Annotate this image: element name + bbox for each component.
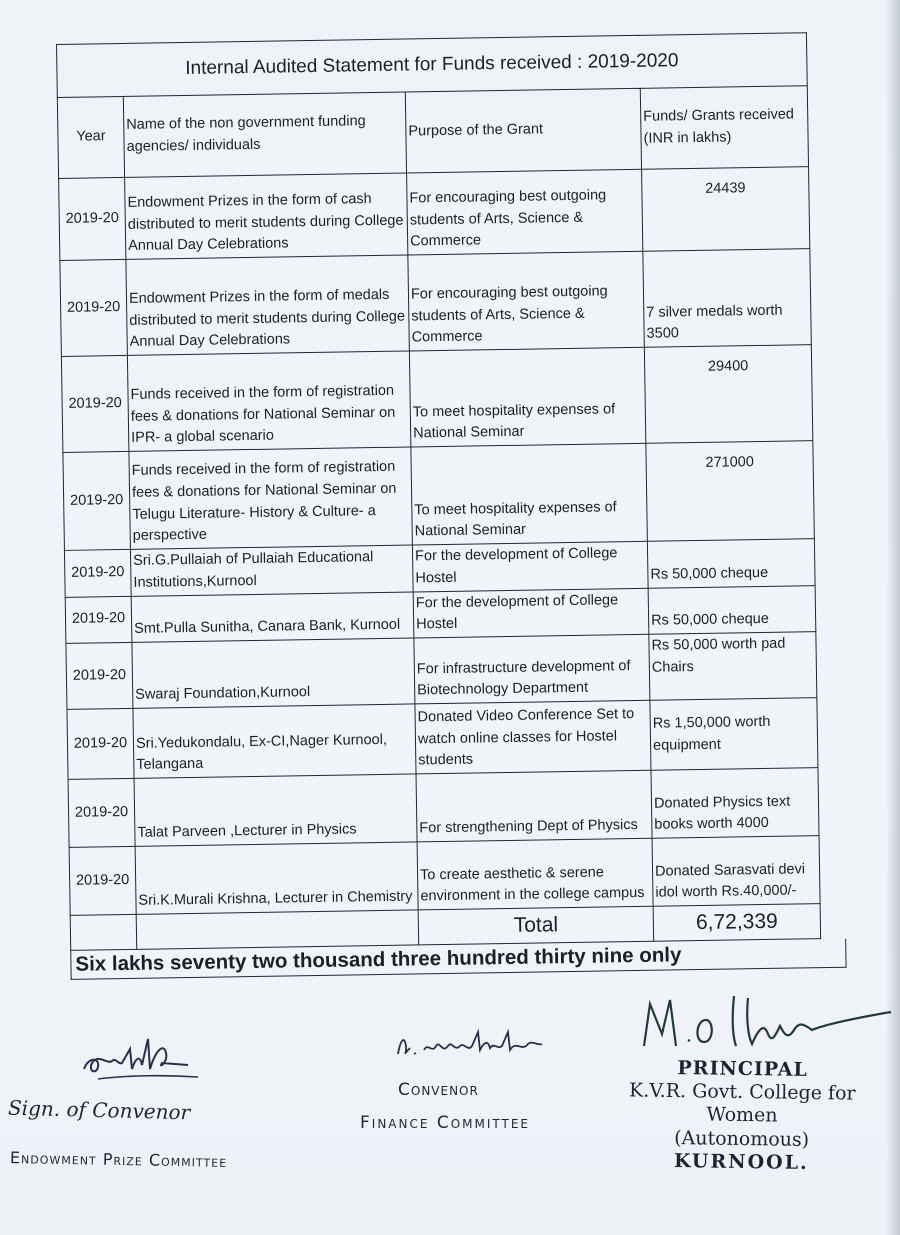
row-funds: 271000 [646, 441, 815, 542]
row-purpose: For encouraging best outgoing students of Arts, Science & Commerce [407, 169, 643, 255]
row-funds: Donated Sarasvati devi idol worth Rs.40,000/- [652, 836, 820, 907]
col-funds-header: Funds/ Grants received (INR in lakhs) [640, 86, 808, 170]
row-agency: Talat Parveen ,Lecturer in Physics [134, 774, 417, 846]
row-year: 2019-20 [65, 596, 132, 644]
finance-sign-line1: Convenor [398, 1080, 479, 1100]
row-year: 2019-20 [59, 177, 126, 260]
row-agency: Funds received in the form of registration fees & donations for National Seminar on Telugu Literature- History & Culture- a perspective [129, 447, 413, 549]
row-agency: Endowment Prizes in the form of medals distributed to merit students during College Annual Day Celebrations [126, 255, 409, 355]
row-purpose: For infrastructure development of Biotechnology Department [414, 634, 650, 704]
row-year: 2019-20 [69, 846, 136, 915]
principal-stamp [591, 1056, 893, 1176]
row-year: 2019-20 [61, 355, 128, 452]
row-agency: Smt.Pulla Sunitha, Canara Bank, Kurnool [131, 591, 414, 642]
row-purpose: Donated Video Conference Set to watch online classes for Hostel students [415, 700, 651, 774]
row-purpose: To meet hospitality expenses of National Seminar [411, 443, 648, 545]
principal-city: KURNOOL. [673, 1149, 809, 1174]
principal-autonomous: (Autonomous) [674, 1126, 810, 1151]
table-row [68, 768, 819, 848]
endowment-sign-line1: Sign. of Convenor [7, 1095, 191, 1125]
row-purpose: To meet hospitality expenses of National Seminar [409, 347, 645, 447]
row-funds: Rs 50,000 cheque [647, 539, 815, 588]
row-year: 2019-20 [66, 642, 133, 709]
table-row [69, 836, 820, 916]
amount-in-words: Six lakhs seventy two thousand three hundred thirty nine only [70, 938, 846, 979]
row-funds: Rs 1,50,000 worth equipment [650, 698, 818, 771]
row-purpose: For strengthening Dept of Physics [416, 770, 652, 842]
row-year: 2019-20 [68, 778, 135, 847]
row-year: 2019-20 [63, 451, 131, 550]
row-funds: Rs 50,000 cheque [648, 585, 816, 634]
row-funds: 29400 [644, 345, 813, 444]
row-year: 2019-20 [64, 549, 131, 597]
row-year: 2019-20 [60, 259, 127, 356]
row-agency: Sri.Yedukondalu, Ex-CI,Nager Kurnool, Telangana [133, 704, 416, 778]
endowment-sign-line2: Endowment Prize Committee [9, 1148, 228, 1171]
row-purpose: To create aesthetic & serene environment in the college campus [417, 838, 653, 910]
row-agency: Endowment Prizes in the form of cash distributed to merit students during College Annual Day Celebrations [125, 173, 408, 259]
row-agency: Sri.G.Pullaiah of Pullaiah Educational Institutions,Kurnool [130, 545, 413, 596]
table-row [67, 698, 818, 780]
table-header [57, 86, 808, 179]
row-funds: 7 silver medals worth 3500 [643, 249, 812, 348]
col-year-header: Year [57, 96, 124, 178]
principal-signature [636, 990, 896, 1060]
principal-title: PRINCIPAL [677, 1057, 808, 1081]
endowment-convenor-signature [78, 1035, 208, 1085]
statement-document [56, 32, 847, 980]
row-funds: Rs 50,000 worth pad Chairs [649, 632, 817, 701]
row-funds: Donated Physics text books worth 4000 [651, 768, 819, 839]
total-label: Total [418, 906, 654, 944]
row-agency: Swaraj Foundation,Kurnool [132, 638, 415, 708]
row-purpose: For the development of College Hostel [413, 588, 649, 638]
row-agency: Funds received in the form of registration fees & donations for National Seminar on IPR- a global scenario [127, 351, 410, 451]
total-value: 6,72,339 [653, 904, 821, 941]
row-purpose: For encouraging best outgoing students of Arts, Science & Commerce [408, 251, 644, 351]
table-row [61, 345, 812, 453]
table-row [63, 441, 814, 551]
total-empty-cell [70, 914, 137, 950]
total-empty-cell [136, 910, 419, 949]
principal-college: K.V.R. Govt. College for Women [628, 1079, 856, 1127]
finance-convenor-signature [392, 1024, 562, 1064]
row-purpose: For the development of College Hostel [412, 541, 648, 591]
table-row [60, 249, 811, 357]
table-row [59, 167, 810, 261]
row-year: 2019-20 [67, 708, 134, 779]
finance-sign-line2: Finance Committee [360, 1113, 531, 1133]
row-agency: Sri.K.Murali Krishna, Lecturer in Chemistry [135, 842, 418, 914]
col-purpose-header: Purpose of the Grant [405, 88, 641, 173]
col-agency-header: Name of the non government funding agencies/ individuals [123, 92, 406, 177]
table-row [66, 632, 817, 710]
funds-table [56, 32, 821, 950]
row-funds: 24439 [642, 167, 810, 252]
document-title: Internal Audited Statement for Funds received : 2019-2020 [57, 33, 808, 98]
